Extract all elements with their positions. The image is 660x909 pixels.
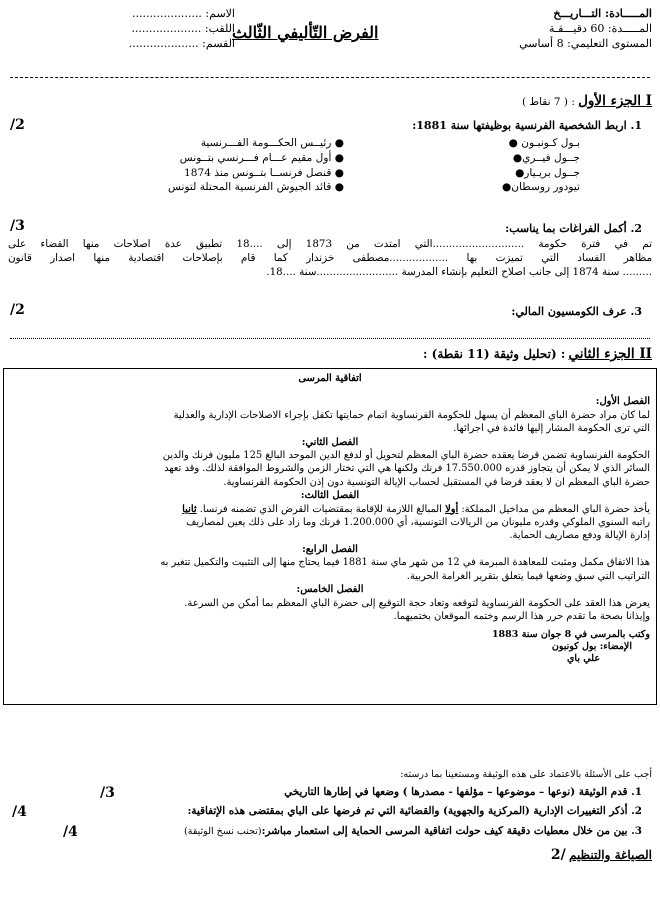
part2-q3-note: (تجنب نسخ الوثيقة) bbox=[184, 826, 262, 837]
part2-q3-text: 3. بين من خلال معطيات دقيقة كيف حولت اتفاقية المرسى الحماية إلى استعمار مباشر: bbox=[261, 825, 642, 837]
roles-column bbox=[168, 137, 344, 195]
header-divider bbox=[10, 77, 650, 78]
document-line: الحكومة الفرنساوية تضمن قرضا يعقده حضرة الباي المعظم لتحويل أو لدفع الدين الموحد البالغ 125 مليون فرنك والدين bbox=[162, 450, 650, 462]
name-item[interactable]: بـول كـونبـون ● bbox=[508, 137, 580, 149]
part2-q3-score: /4 bbox=[63, 824, 78, 840]
part2-q1-text: 1. قدم الوثيقة (نوعها – موضوعها – مؤلفها - مصدرها ) وضعها في إطارها التاريخي bbox=[284, 786, 642, 798]
exam-info bbox=[452, 6, 652, 51]
part2-q1-score: /3 bbox=[100, 785, 115, 801]
part2-q2-text: 2. أذكر التغييرات الإدارية (المركزية والجهوية) والقضائية التي تم فرضها على الباي بمقتضى هذه الإتفاقية: bbox=[187, 805, 642, 817]
document-line: التي ترى الحكومة المشار إليها فائدة في اجرائها. bbox=[453, 423, 650, 435]
footer bbox=[551, 846, 652, 864]
document-text bbox=[4, 369, 656, 665]
footer-score: /2 bbox=[550, 847, 566, 863]
chapter-title: الفصل الأول: bbox=[595, 396, 650, 408]
name-item[interactable]: جــول بريـيار● bbox=[515, 166, 580, 179]
footer-label: الصياغة والتنظيم bbox=[568, 848, 652, 862]
surname-field: اللقب: .................... bbox=[131, 22, 235, 35]
duration-label: المـــــدة: 60 دقيـــقـة bbox=[549, 22, 652, 35]
chapter-title: الفصل الخامس: bbox=[296, 584, 364, 596]
document-line: السائر الذي لا يمكن أن يتجاوز قدره 17.550.000 فرنك ولكنها هي التي تختار الزمن والشروط الموافقة لذلك. وقد تعهد bbox=[164, 463, 650, 475]
document-line: لما كان مراد حضرة الباي المعظم أن يسهل للحكومة الفرنساوية اتمام حمايتها تكفل بإجراء الاصلاحات الإدارية والعدلية bbox=[173, 409, 650, 421]
subject-label: المـــــادة: التـــاريـــخ bbox=[553, 7, 652, 20]
fill-line: مظاهر الفساد التي تميزت بها ..................مصطفى خزندار كما قام بإصلاحات اقتصادية منها اصدار قانون bbox=[8, 252, 652, 264]
part2-q3-line bbox=[184, 825, 642, 839]
chapter-title: الفصل الثالث: bbox=[300, 490, 360, 502]
document-text-fragment: المبالغ اللازمة للإقامة بمقتضيات القرض الذي تضمنه فرنسا. bbox=[196, 503, 446, 515]
part1-heading bbox=[522, 93, 652, 111]
role-item[interactable]: ● قائد الجيوش الفرنسية المحتلة لتونس bbox=[167, 181, 344, 194]
document-line: التراتيب التي سبق وضعها فيما يتعلق بتقرير الغرامة الحربية. bbox=[406, 570, 650, 582]
part1-q3-text: 3. عرف الكومسيون المالي: bbox=[511, 305, 642, 318]
fill-line: ......... سنة 1874 إلى جانب اصلاح التعليم بإنشاء المدرسة .........................سنة ....18. bbox=[266, 266, 652, 278]
exam-title: الفرض التّأليفي الثّالث bbox=[232, 23, 379, 42]
part1-points: : ( 7 نقاط ) bbox=[521, 96, 575, 108]
document-line: هذا الاتفاق مكمل ومثبت للمعاهدة المبرمة في 12 من شهر ماي سنة 1881 فيما يحتاج منها إلى التثبيت والتكميل تتغير به bbox=[160, 557, 650, 569]
part1-q2-text: 2. أكمل الفراغات بما يناسب: bbox=[505, 222, 642, 235]
signature-block bbox=[10, 629, 650, 665]
part2-points: : (تحليل وثيقة (11 نقطة) : bbox=[423, 347, 566, 361]
name-item[interactable]: جــول فيــري● bbox=[512, 151, 580, 164]
part1-q1-text: 1. اربط الشخصية الفرنسية بوظيفتها سنة 1881: bbox=[412, 119, 642, 132]
signature-bey: علي باي bbox=[566, 653, 600, 665]
role-item[interactable]: ● قنصل فرنســا بتــونس منذ 1874 bbox=[184, 166, 344, 179]
first-marker: أولا bbox=[445, 503, 459, 515]
document-text-fragment: يأخذ حضرة الباي المعظم من مداخيل المملكة: bbox=[458, 503, 650, 515]
part2-heading bbox=[423, 346, 652, 364]
chapter-title: الفصل الثاني: bbox=[301, 436, 359, 448]
part1-q3-score: /2 bbox=[10, 302, 25, 318]
document-title: اتفاقية المرسى bbox=[298, 373, 362, 384]
document-line: وإيذانا بصحة ما تقدم حرر هذا الرسم وختمه الموقعان بختميهما. bbox=[393, 610, 650, 622]
role-item[interactable]: ● أول مقيم عـــام فـــرنسي بتــونس bbox=[179, 151, 344, 164]
document-line bbox=[10, 503, 650, 516]
level-label: المستوى التعليمي: 8 أساسي bbox=[519, 37, 652, 50]
document-line: راتبه السنوي الملوكي وقدره مليونان من الريالات التونسية، أي 1.200.000 فرنك وما زاد على ذلك يعين لمصاريف bbox=[186, 517, 650, 529]
answer-line[interactable] bbox=[10, 338, 650, 339]
chapter-title: الفصل الرابع: bbox=[302, 543, 358, 555]
name-field: الاسم: .................... bbox=[131, 7, 235, 20]
signature-name: الإمضاء: بول كونبون bbox=[551, 641, 632, 653]
part1-q2-paragraph bbox=[8, 237, 652, 279]
part2-q2-score: /4 bbox=[12, 804, 27, 820]
part1-q2-score: /3 bbox=[10, 218, 25, 234]
fill-line: تم في فترة حكومة ............................التي امتدت من 1873 إلى ....18 تطبيق عدة اصلاحات منها القضاء على bbox=[8, 238, 652, 250]
document-line: حضرة الباي المعظم ان لا يعقد قرضا في المستقبل لحساب الإيالة التونسية دون إذن الحكومة الفرنساوية. bbox=[223, 476, 650, 488]
part1-q1-score: /2 bbox=[10, 117, 25, 133]
student-info bbox=[60, 6, 235, 51]
name-item[interactable]: تيودور روسطان● bbox=[502, 181, 580, 194]
names-column bbox=[502, 137, 580, 195]
class-field: القسم: .................... bbox=[128, 37, 235, 50]
signature-date: وكتب بالمرسى في 8 جوان سنة 1883 bbox=[491, 629, 650, 641]
questions-intro: أجب على الأسئلة بالاعتماد على هذه الوثيقة ومستعينا بما درسته: bbox=[400, 769, 652, 780]
role-item[interactable]: ● رئيــس الحكـــومة الفـــرنسية bbox=[200, 137, 344, 149]
part1-title: I الجزء الأول bbox=[578, 93, 652, 109]
part2-title: II الجزء الثاني bbox=[568, 346, 652, 362]
document-line: يعرض هذا العقد على الحكومة الفرنساوية لتوقعه وتعاد حجة التوقيع إلى حضرة الباي المعظم بما أمكن من السرعة. bbox=[184, 597, 650, 609]
document-line: إدارة الإيالة ودفع مصاريف الحماية. bbox=[509, 530, 650, 542]
document-box bbox=[3, 368, 657, 705]
second-marker: ثانيا bbox=[182, 503, 197, 515]
